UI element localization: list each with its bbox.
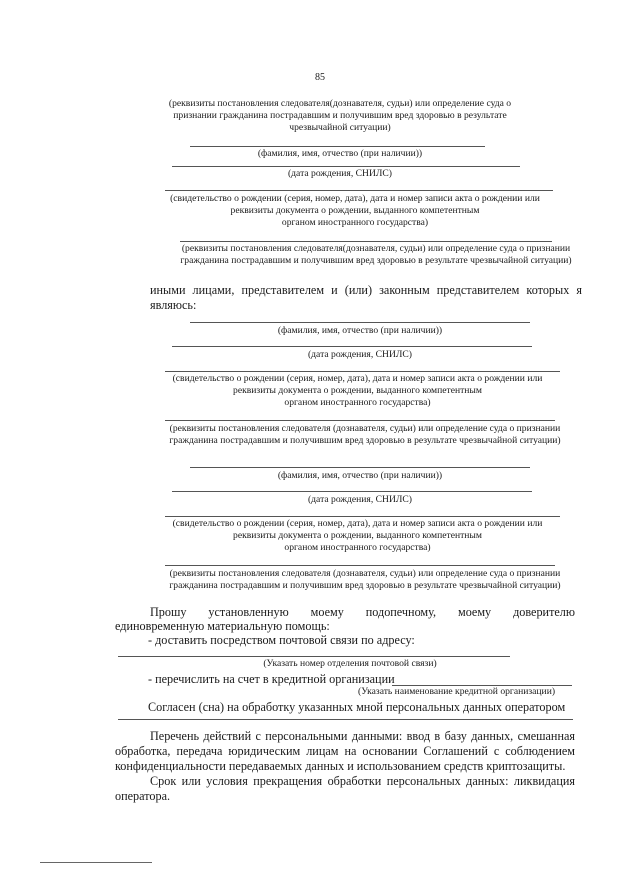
caption-bank: (Указать наименование кредитной организации)	[358, 686, 556, 697]
person2-caption-birth: (дата рождения, СНИЛС)	[307, 494, 412, 505]
person2-caption-decree	[145, 568, 585, 592]
caption-line: (свидетельство о рождении (серия, номер, дата), дата и номер записи акта о рождении или	[172, 518, 543, 529]
processing-line4: Срок или условия прекращения обработки персональных данных: ликвидация	[150, 774, 575, 788]
processing-line3: конфиденциальности передаваемых данных и использованием средств криптозащиты.	[115, 759, 566, 773]
caption-line: органом иностранного государства)	[284, 542, 431, 553]
certificate-field-line	[165, 190, 553, 191]
caption-line: реквизиты документа о рождении, выданного компетентным	[233, 385, 482, 396]
caption-line: чрезвычайной ситуации)	[289, 122, 391, 133]
birth-field-line	[172, 166, 520, 167]
person2-certificate-line	[165, 516, 560, 517]
caption-line: признании гражданина пострадавшим и получившим вред здоровью в результате	[173, 110, 507, 121]
caption-line: (свидетельство о рождении (серия, номер, дата), дата и номер записи акта о рождении или	[172, 373, 543, 384]
caption-line: реквизиты документа о рождении, выданного компетентным	[233, 530, 482, 541]
person2-caption-name: (фамилия, имя, отчество (при наличии))	[277, 470, 443, 481]
caption-line: гражданина пострадавшим и получившим вред здоровью в результате чрезвычайной ситуации)	[169, 580, 561, 591]
person2-decree-line	[165, 565, 555, 566]
request-line2: единовременную материальную помощь:	[115, 619, 330, 633]
consent-field-line	[118, 719, 573, 720]
processing-line1: Перечень действий с персональными данными: ввод в базу данных, смешанная	[150, 729, 575, 743]
person1-name-line	[190, 322, 530, 323]
person1-caption-birth: (дата рождения, СНИЛС)	[307, 349, 412, 360]
person1-certificate-line	[165, 371, 560, 372]
caption-certificate-a	[150, 193, 560, 229]
person2-name-line	[190, 467, 530, 468]
person2-birth-line	[172, 491, 532, 492]
caption-line: (реквизиты постановления следователя (дознавателя, судьи) или определение суда о признании	[169, 568, 561, 579]
caption-line: гражданина пострадавшим и получившим вред здоровью в результате чрезвычайной ситуации)	[169, 435, 561, 446]
caption-post-office: (Указать номер отделения почтовой связи)	[263, 658, 437, 669]
request-option-bank: - перечислить на счет в кредитной организации	[148, 672, 395, 686]
caption-decree-a	[150, 98, 530, 134]
request-option-post: - доставить посредством почтовой связи по адресу:	[148, 633, 415, 647]
request-line1: Прошу установленную моему подопечному, моему доверителю	[150, 605, 575, 619]
caption-birth-a: (дата рождения, СНИЛС)	[287, 168, 392, 179]
person2-caption-certificate	[150, 518, 565, 554]
caption-line: (реквизиты постановления следователя(дознавателя, судьи) или определение суда о признании	[181, 243, 571, 254]
page-number: 85	[315, 72, 325, 83]
caption-name-a: (фамилия, имя, отчество (при наличии))	[257, 148, 423, 159]
caption-line: органом иностранного государства)	[284, 397, 431, 408]
caption-line: (реквизиты постановления следователя(дознавателя, судьи) или определение суда о	[168, 98, 512, 109]
caption-line: гражданина пострадавшим и получившим вред здоровью в результате чрезвычайной ситуации)	[180, 255, 572, 266]
intro-other-line2: являюсь:	[150, 298, 197, 312]
intro-other-line1: иными лицами, представителем и (или) законным представителем которых я	[150, 283, 582, 297]
caption-line: (реквизиты постановления следователя (дознавателя, судьи) или определение суда о признании	[169, 423, 561, 434]
caption-line: реквизиты документа о рождении, выданного компетентным	[230, 205, 480, 216]
name-field-line	[190, 146, 485, 147]
person1-birth-line	[172, 346, 532, 347]
person1-caption-decree	[145, 423, 585, 447]
person1-caption-name: (фамилия, имя, отчество (при наличии))	[277, 325, 443, 336]
post-office-field-line	[118, 656, 510, 657]
decree-field-line	[180, 241, 552, 242]
processing-line2: обработка, передача юридическим лицам на основании Соглашений с соблюдением	[115, 744, 575, 758]
consent-text: Согласен (сна) на обработку указанных мной персональных данных оператором	[148, 700, 566, 714]
person1-decree-line	[165, 420, 555, 421]
caption-line: (свидетельство о рождении (серия, номер, дата), дата и номер записи акта о рождении или	[170, 193, 540, 204]
caption-decree-a-2	[160, 243, 592, 267]
footnote-separator	[40, 862, 152, 863]
caption-line: органом иностранного государства)	[281, 217, 429, 228]
processing-line5: оператора.	[115, 789, 171, 803]
person1-caption-certificate	[150, 373, 565, 409]
